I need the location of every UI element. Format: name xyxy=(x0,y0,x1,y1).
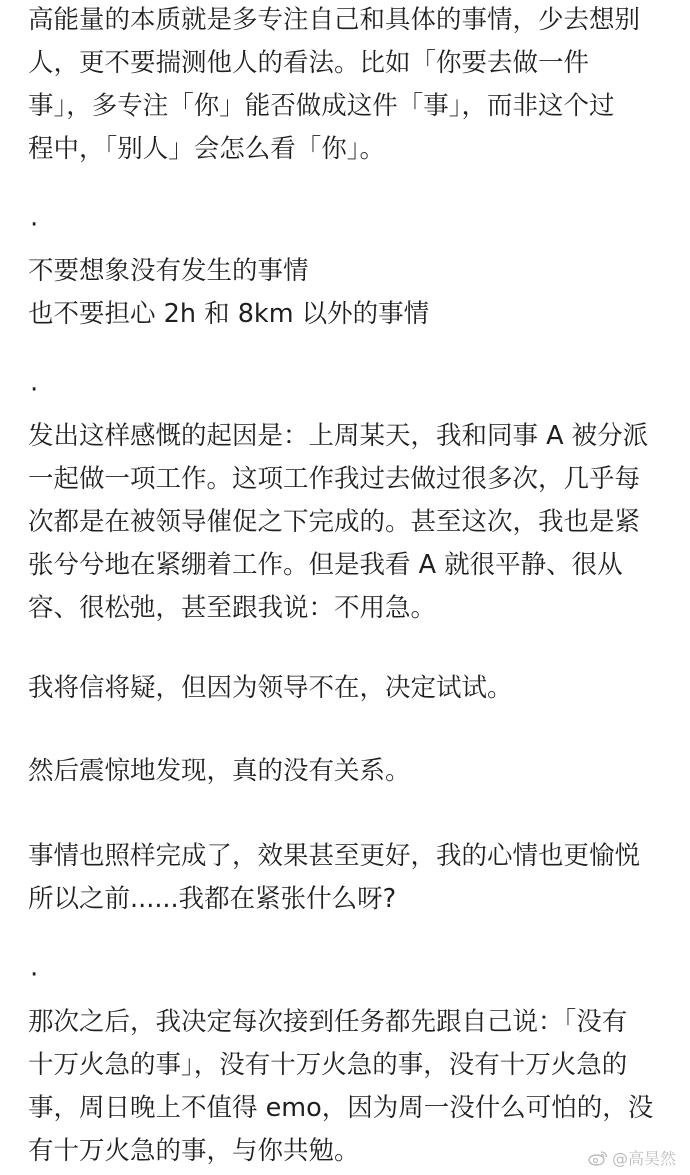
paragraph-4-line-1: 我将信将疑，但因为领导不在，决定试试。 xyxy=(28,673,513,703)
paragraph-2-line-1: 不要想象没有发生的事情 xyxy=(28,256,309,286)
separator-dot: · xyxy=(30,375,39,405)
paragraph-1-line-4: 程中，「别人」会怎么看「你」。 xyxy=(28,134,386,164)
paragraph-6-line-1: 事情也照样完成了，效果甚至更好，我的心情也更愉悦 xyxy=(28,841,641,871)
weibo-logo-icon xyxy=(588,1150,608,1166)
paragraph-1-line-2: 人，更不要揣测他人的看法。比如「你要去做一件 xyxy=(28,48,590,78)
paragraph-2-line-2: 也不要担心 2h 和 8km 以外的事情 xyxy=(28,299,430,329)
paragraph-3-line-5: 容、很松弛，甚至跟我说：不用急。 xyxy=(28,593,437,623)
paragraph-6-line-2: 所以之前......我都在紧张什么呀? xyxy=(28,884,397,914)
paragraph-7-line-1: 那次之后，我决定每次接到任务都先跟自己说：「没有 xyxy=(28,1007,628,1037)
paragraph-1-line-3: 事」，多专注「你」能否做成这件「事」，而非这个过 xyxy=(28,91,615,121)
paragraph-3-line-3: 次都是在被领导催促之下完成的。甚至这次，我也是紧 xyxy=(28,507,641,537)
separator-dot: · xyxy=(30,210,39,240)
paragraph-5-line-1: 然后震惊地发现，真的没有关系。 xyxy=(28,756,411,786)
paragraph-7-line-2: 十万火急的事」，没有十万火急的事，没有十万火急的 xyxy=(28,1050,628,1080)
separator-dot: · xyxy=(30,960,39,990)
paragraph-3-line-1: 发出这样感慨的起因是：上周某天，我和同事 A 被分派 xyxy=(28,421,649,451)
paragraph-7-line-4: 有十万火急的事，与你共勉。 xyxy=(28,1136,360,1166)
paragraph-1-line-1: 高能量的本质就是多专注自己和具体的事情，少去想别 xyxy=(28,5,641,35)
weibo-watermark xyxy=(588,1146,676,1169)
paragraph-3-line-4: 张兮兮地在紧绷着工作。但是我看 A 就很平静、很从 xyxy=(28,550,623,580)
paragraph-7-line-3: 事，周日晚上不值得 emo，因为周一没什么可怕的，没 xyxy=(28,1093,654,1123)
watermark-username: @高昊然 xyxy=(611,1149,676,1168)
paragraph-3-line-2: 一起做一项工作。这项工作我过去做过很多次，几乎每 xyxy=(28,464,641,494)
